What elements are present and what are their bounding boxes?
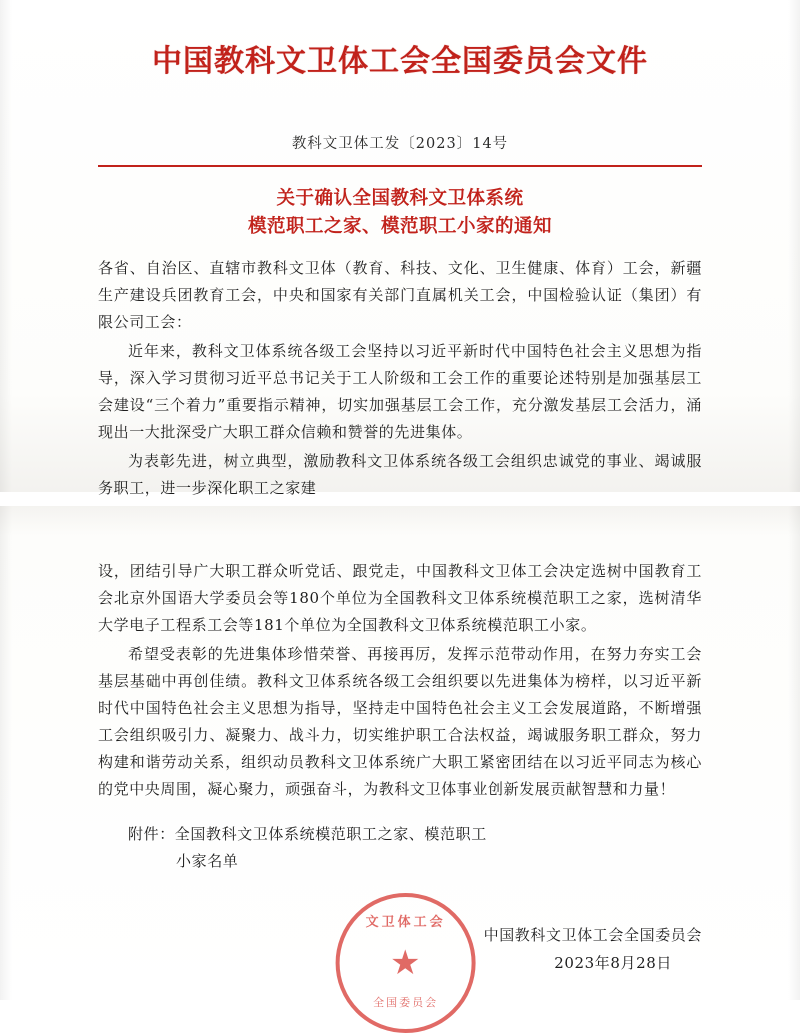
page2-edge-shadow-right: [788, 506, 800, 1000]
seal-star-icon: ★: [390, 943, 422, 983]
body-paragraph-2: 为表彰先进，树立典型，激励教科文卫体系统各级工会组织忠诚党的事业、竭诚服务职工，进一步深化职工之家建: [98, 452, 702, 497]
document-number: 教科文卫体工发〔2023〕14号: [291, 136, 509, 152]
attachment-line-2: 小家名单: [176, 852, 239, 870]
seal-text-bottom: 全国委员会: [373, 996, 439, 1009]
page2-edge-shadow-left: [0, 506, 12, 1000]
body-paragraph-3: 设，团结引导广大职工群众听党话、跟党走，中国教科文卫体工会决定选树中国教育工会北京外国语大学委员会等180个单位为全国教科文卫体系统模范职工之家，选树清华大学电子工程系工会等181个单位为全国教科文卫体系统模范职工小家。: [98, 562, 702, 634]
document-page-2: [0, 506, 800, 1009]
body-paragraph-4: 希望受表彰的先进集体珍惜荣誉、再接再厉，发挥示范带动作用，在努力夯实工会基层基础中再创佳绩。教科文卫体系统各级工会组织要以先进集体为榜样，以习近平新时代中国特色社会主义思想为指导，坚持走中国特色社会主义工会发展道路，不断增强工会组织吸引力、凝聚力、战斗力，切实维护职工合法权益，竭诚服务职工群众，努力构建和谐劳动关系，组织动员教科文卫体系统广大职工紧密团结在以习近平同志为核心的党中央周围，凝心聚力，顽强奋斗，为教科文卫体事业创新发展贡献智慧和力量！: [98, 645, 702, 798]
document-subject: [0, 185, 800, 241]
signature-block: [98, 915, 702, 1009]
page-1-body: [98, 241, 702, 502]
document-header-title: 中国教科文卫体工会全国委员会文件: [152, 44, 648, 79]
page-edge-shadow-left: [0, 0, 12, 492]
document-page-1: [0, 0, 800, 497]
signer-name: 中国教科文卫体工会全国委员会: [483, 926, 702, 944]
subject-line-1: 关于确认全国教科文卫体系统: [276, 188, 524, 209]
page-2-body: [98, 506, 702, 803]
red-divider-rule: [98, 165, 702, 167]
signature-date: 2023年8月28日: [554, 954, 672, 972]
subject-line-2: 模范职工之家、模范职工小家的通知: [247, 216, 552, 237]
attachment-block: [98, 821, 702, 875]
addressee-paragraph: 各省、自治区、直辖市教科文卫体（教育、科技、文化、卫生健康、体育）工会，新疆生产建设兵团教育工会，中央和国家有关部门直属机关工会，中国检验认证（集团）有限公司工会：: [98, 259, 702, 331]
attachment-line-1: 附件：全国教科文卫体系统模范职工之家、模范职工: [128, 825, 487, 843]
page-edge-shadow-right: [788, 0, 800, 492]
seal-text-top: 文卫体工会: [365, 915, 446, 930]
body-paragraph-1: 近年来，教科文卫体系统各级工会坚持以习近平新时代中国特色社会主义思想为指导，深入学习贯彻习近平总书记关于工人阶级和工会工作的重要论述特别是加强基层工会建设“三个着力”重要指示精神，切实加强基层工会工作，充分激发基层工会活力，涌现出一大批深受广大职工群众信赖和赞誉的先进集体。: [98, 342, 702, 441]
